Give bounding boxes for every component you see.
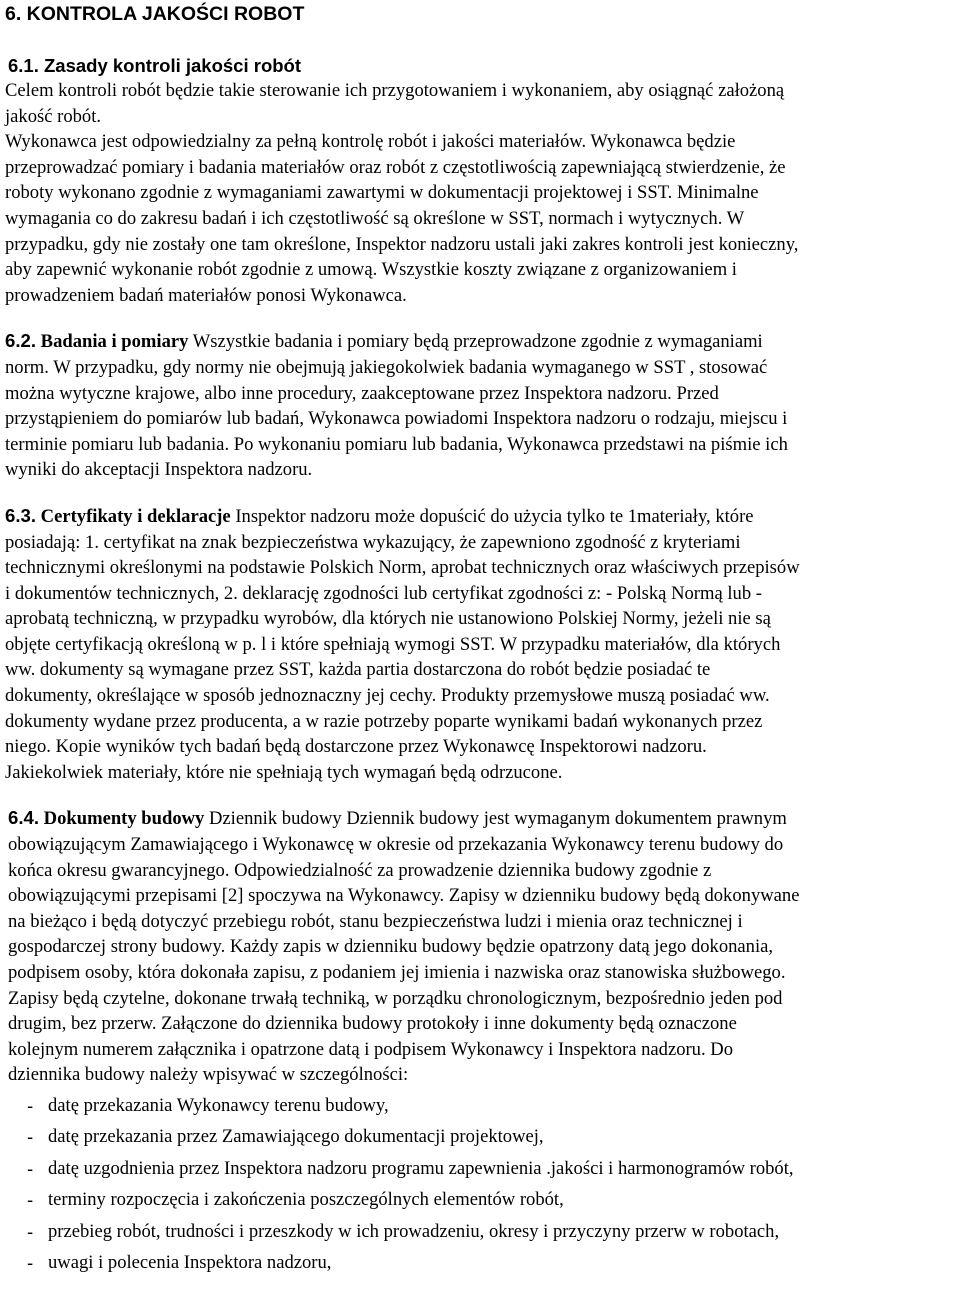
section-6-3-intro: Inspektor nadzoru może dopuścić do użycia tylko te 1materiały, które <box>230 505 754 527</box>
section1-line: przeprowadzać pomiary i badania materiałów oraz robót z częstotliwością zapewniającą stwierdzenie, że <box>5 156 786 178</box>
section4-line: gospodarczej strony budowy. Każdy zapis w dzienniku budowy będzie opatrzony datą jego dokonania, <box>8 936 774 958</box>
section-6-3-paragraph <box>5 503 954 786</box>
section-6-4-title: Dokumenty budowy <box>43 808 205 830</box>
section4-line: drugim, bez przerw. Załączone do dziennika budowy protokoły i inne dokumenty będą oznaczone <box>8 1013 737 1035</box>
section-6-2-title: Badania i pomiary <box>40 331 189 353</box>
section-6-1-body <box>5 78 954 308</box>
section1-line: przypadku, gdy nie zostały one tam określone, Inspektor nadzoru ustali jaki zakres kontroli jest konieczny, <box>5 233 799 255</box>
section2-line: terminie pomiaru lub badania. Po wykonaniu pomiaru lub badania, Wykonawca przedstawi na piśmie ich <box>5 433 788 455</box>
section3-line: posiadają: 1. certyfikat na znak bezpieczeństwa wykazujący, że zapewniono zgodność z kryteriami <box>5 531 741 553</box>
list-dash-marker: - <box>27 1126 34 1148</box>
section4-line: Zapisy będą czytelne, dokonane trwałą techniką, w porządku chronologicznym, bezpośrednio jeden pod <box>8 987 783 1009</box>
section4-line: kolejnym numerem załącznika i opatrzone datą i podpisem Wykonawcy i Inspektora nadzoru. Do <box>8 1038 734 1060</box>
list-item <box>27 1216 954 1247</box>
diary-entries-list <box>5 1090 954 1278</box>
section-6-4-number: 6.4. <box>8 807 40 829</box>
section2-line: przystąpieniem do pomiarów lub badań, Wykonawca powiadomi Inspektora nadzoru o rodzaju, miejscu i <box>5 408 788 430</box>
section-6-2-number: 6.2. <box>5 330 37 352</box>
list-item-text: datę przekazania przez Zamawiającego dokumentacji projektowej, <box>48 1126 544 1148</box>
list-dash-marker: - <box>27 1189 34 1211</box>
section1-line: prowadzeniem badań materiałów ponosi Wykonawca. <box>5 284 407 306</box>
list-item <box>27 1247 954 1278</box>
section3-line: dokumenty wydane przez producenta, a w razie potrzeby poparte wynikami badań wykonanych przez <box>5 710 763 732</box>
section2-line: norm. W przypadku, gdy normy nie obejmują jakiegokolwiek badania wymaganego w SST , stosować <box>5 356 768 378</box>
list-item <box>27 1184 954 1215</box>
list-item-text: uwagi i polecenia Inspektora nadzoru, <box>48 1252 332 1273</box>
section2-line: można wytyczne krajowe, albo inne procedury, zaakceptowane przez Inspektora nadzoru. Przed <box>5 382 719 404</box>
section3-line: aprobatą techniczną, w przypadku wyrobów, dla których nie ustanowiono Polskiej Normy, jeżeli nie są <box>5 608 771 630</box>
section4-line: obowiązującymi przepisami [2] spoczywa na Wykonawcy. Zapisy w dzienniku budowy będą dokonywane <box>8 885 800 907</box>
list-dash-marker: - <box>27 1094 34 1116</box>
section-6-4-intro: Dziennik budowy Dziennik budowy jest wymaganym dokumentem prawnym <box>204 808 787 830</box>
list-item <box>27 1153 954 1184</box>
section-6-3-title: Certyfikaty i deklaracje <box>40 505 231 527</box>
list-dash-marker: - <box>27 1252 34 1273</box>
section1-line: Celem kontroli robót będzie takie sterowanie ich przygotowaniem i wykonaniem, aby osiągnąć założoną <box>5 80 785 101</box>
section2-line: wyniki do akceptacji Inspektora nadzoru. <box>5 459 313 481</box>
section4-line: obowiązującym Zamawiającego i Wykonawcę w okresie od przekazania Wykonawcy terenu budowy do <box>8 834 784 856</box>
section3-line: dokumenty, określające w sposób jednoznaczny jej cechy. Produkty przemysłowe muszą posiadać ww. <box>5 685 770 707</box>
list-item-text: terminy rozpoczęcia i zakończenia poszczególnych elementów robót, <box>48 1189 564 1211</box>
section3-line: Jakiekolwiek materiały, które nie spełniają tych wymagań będą odrzucone. <box>5 761 563 783</box>
list-item <box>27 1121 954 1152</box>
list-item-text: datę przekazania Wykonawcy terenu budowy, <box>48 1094 389 1116</box>
section-6-4-paragraph <box>5 805 954 1088</box>
section1-line: wymagania co do zakresu badań i ich częstotliwość są określone w SST, normach i wytycznych. W <box>5 207 745 229</box>
section4-line: końca okresu gwarancyjnego. Odpowiedzialność za prowadzenie dziennika budowy zgodnie z <box>8 859 712 881</box>
section3-line: technicznymi określonymi na podstawie Polskich Norm, aprobat technicznych oraz właściwych przepisów <box>5 557 800 579</box>
section3-line: ww. dokumenty są wymagane przez SST, każda partia dostarczona do robót będzie posiadać te <box>5 659 711 681</box>
list-item-text: datę uzgodnienia przez Inspektora nadzoru programu zapewnienia .jakości i harmonogramów robót, <box>48 1157 794 1179</box>
section-6-2-paragraph <box>5 328 954 483</box>
section1-line: jakość robót. <box>5 105 102 127</box>
section4-line: dziennika budowy należy wpisywać w szczególności: <box>8 1064 409 1086</box>
list-item <box>27 1090 954 1121</box>
chapter-heading: 6. KONTROLA JAKOŚCI ROBOT <box>5 3 305 25</box>
list-dash-marker: - <box>27 1157 34 1179</box>
section-6-1-title: 6.1. Zasady kontroli jakości robót <box>8 55 302 76</box>
section3-line: i dokumentów technicznych, 2. deklarację zgodności lub certyfikat zgodności z: - Polską Normą lub - <box>5 582 762 604</box>
section4-line: podpisem osoby, która dokonała zapisu, z podaniem jej imienia i nazwiska oraz stanowiska służbowego. <box>8 962 786 983</box>
section1-line: Wykonawca jest odpowiedzialny za pełną kontrolę robót i jakości materiałów. Wykonawca będzie <box>5 131 736 153</box>
section1-line: roboty wykonano zgodnie z wymaganiami zawartymi w dokumentacji projektowej i SST. Minimalne <box>5 182 759 204</box>
list-item-text: przebieg robót, trudności i przeszkody w ich prowadzeniu, okresy i przyczyny przerw w robotach, <box>48 1220 780 1242</box>
section-6-3-number: 6.3. <box>5 504 37 526</box>
list-dash-marker: - <box>27 1220 34 1242</box>
section3-line: objęte certyfikacją określoną w p. l i które spełniają wymogi SST. W przypadku materiałów, dla których <box>5 633 781 655</box>
section4-line: na bieżąco i będą dotyczyć przebiegu robót, stanu bezpieczeństwa ludzi i mienia oraz technicznej i <box>8 910 743 932</box>
section1-line: aby zapewnić wykonanie robót zgodnie z umową. Wszystkie koszty związane z organizowaniem i <box>5 259 737 281</box>
section-6-2-intro: Wszystkie badania i pomiary będą przeprowadzone zgodnie z wymaganiami <box>188 331 763 353</box>
section3-line: niego. Kopie wyników tych badań będą dostarczone przez Wykonawcę Inspektorowi nadzoru. <box>5 736 707 758</box>
